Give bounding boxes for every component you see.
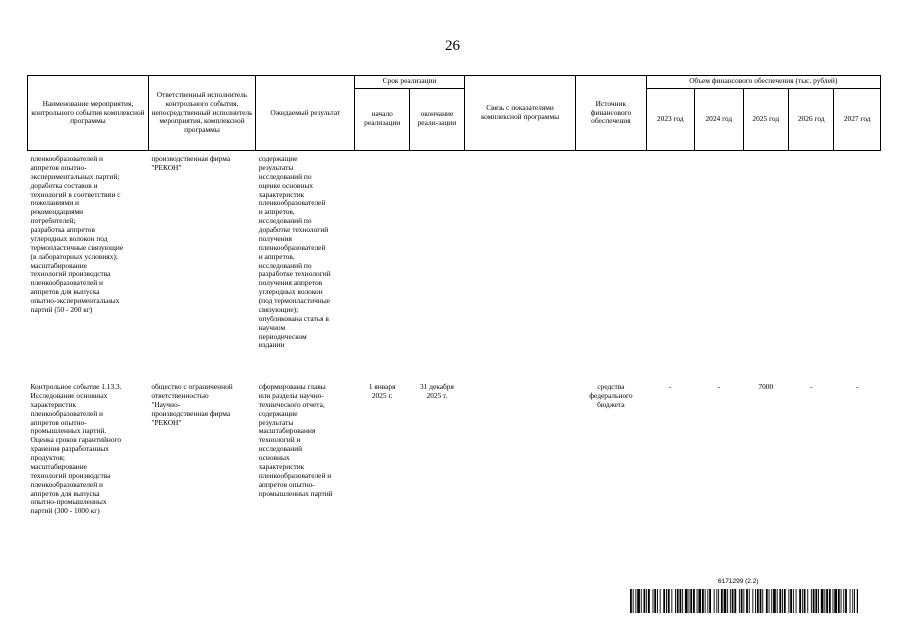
- row-2024: [695, 155, 744, 383]
- barcode-bar: [796, 589, 797, 613]
- barcode-bar: [644, 589, 646, 613]
- barcode-bar: [854, 589, 855, 613]
- header-responsible: Ответственный исполнитель контрольного события, непосредственный исполнитель мероприятия, комплексной программы: [148, 76, 255, 151]
- barcode-bar: [811, 589, 812, 613]
- row-2025: 7000: [758, 382, 774, 391]
- program-table: [27, 75, 881, 516]
- barcode-bar: [721, 589, 723, 613]
- header-year-2026: 2026 год: [789, 88, 834, 151]
- barcode-bar: [718, 589, 719, 613]
- barcode-bar: [648, 589, 650, 613]
- row-name: Контрольное событие 1.13.3. Исследование основных характеристик пленкообразователей и аппретов опытно- промышленных партий. Оценка сроков гарантийного хранения разработанных продуктов; масштабирование технологий производства пленкообразователей и аппретов для выпуска опытно-промышленных партий (300 - 1000 кг): [30, 382, 122, 516]
- header-year-2023: 2023 год: [646, 88, 695, 151]
- barcode-bar: [766, 589, 768, 613]
- row-start: [355, 155, 410, 383]
- row-2025: [743, 155, 788, 383]
- barcode-bar: [630, 589, 632, 613]
- row-source: средства федерального бюджета: [589, 382, 633, 409]
- barcode-bar: [815, 589, 817, 613]
- barcode-bar: [804, 589, 806, 613]
- row-2024: -: [717, 382, 721, 391]
- barcode-bar: [697, 589, 698, 613]
- barcode-bar: [773, 589, 776, 613]
- barcode-bar: [807, 589, 808, 613]
- header-term-group: Срок реализации: [355, 76, 464, 89]
- header-year-2027: 2027 год: [834, 88, 881, 151]
- barcode-bar: [680, 589, 682, 613]
- barcode-bar: [732, 589, 734, 613]
- row-responsible: производственная фирма "РЕКОН": [151, 154, 231, 172]
- barcode-image: [630, 589, 858, 613]
- barcode-bar: [771, 589, 772, 613]
- header-year-2025: 2025 год: [743, 88, 788, 151]
- header-end: окончание реали-зации: [410, 88, 465, 151]
- barcode-bar: [646, 589, 647, 613]
- barcode-bar: [668, 589, 670, 613]
- barcode-bar: [757, 589, 759, 613]
- row-link: [464, 155, 576, 383]
- row-2027: -: [855, 382, 859, 391]
- row-2026: -: [809, 382, 813, 391]
- barcode-bar: [749, 589, 750, 613]
- barcode-bar: [841, 589, 842, 613]
- barcode-bar: [730, 589, 731, 613]
- barcode-bar: [760, 589, 762, 613]
- barcode-bar: [689, 589, 690, 613]
- barcode-bar: [769, 589, 770, 613]
- barcode-bar: [788, 589, 789, 613]
- barcode-bar: [724, 589, 727, 613]
- row-2027: [834, 155, 881, 383]
- barcode-bar: [826, 589, 828, 613]
- barcode-bar: [654, 589, 656, 613]
- barcode-bar: [633, 589, 634, 613]
- barcode-bar: [714, 589, 715, 613]
- barcode-bar: [834, 589, 837, 613]
- barcode-bar: [671, 589, 672, 613]
- page-number: 26: [445, 38, 460, 54]
- barcode-bar: [843, 589, 844, 613]
- barcode-bar: [685, 589, 688, 613]
- barcode-bar: [752, 589, 753, 613]
- barcode-bar: [799, 589, 801, 613]
- barcode-bar: [693, 589, 695, 613]
- barcode-bar: [746, 589, 748, 613]
- barcode-bar: [660, 589, 661, 613]
- row-source: [576, 155, 646, 383]
- barcode-bar: [857, 589, 858, 613]
- barcode-bar: [790, 589, 792, 613]
- barcode-bar: [734, 589, 736, 613]
- barcode-bar: [845, 589, 847, 613]
- barcode-bar: [813, 589, 815, 613]
- barcode-bar: [824, 589, 825, 613]
- barcode-bar: [793, 589, 794, 613]
- barcode-bar: [702, 589, 704, 613]
- row-responsible: общество с ограниченной ответственностью "Научно- производственная фирма "РЕКОН": [151, 382, 233, 427]
- barcode-bar: [739, 589, 740, 613]
- barcode-bar: [743, 589, 744, 613]
- barcode-bar: [779, 589, 781, 613]
- header-link: Связь с показателями комплексной программы: [464, 76, 576, 151]
- table-row: [28, 383, 881, 516]
- barcode-bar: [641, 589, 642, 613]
- barcode-bar: [821, 589, 824, 613]
- barcode-bar: [716, 589, 717, 613]
- table-row: [28, 155, 881, 383]
- header-result: Ожидаемый результат: [256, 76, 355, 151]
- row-name: пленкообразователей и аппретов опытно- экспериментальных партий; доработка составов и технологий в соответствии с пожеланиями и рекомендациями потребителей; разработка аппретов углеродных волокон под термопластичные связующие (в лабораторных условиях); масштабирование технологий производства пленкообразователей и аппретов для выпуска опытно-экспериментальных партий (50 - 200 кг): [30, 154, 124, 314]
- barcode-bar: [802, 589, 803, 613]
- barcode-bar: [709, 589, 711, 613]
- header-year-2024: 2024 год: [695, 88, 744, 151]
- barcode-bar: [690, 589, 692, 613]
- barcode-bar: [635, 589, 636, 613]
- header-start: начало реализации: [355, 88, 410, 151]
- row-result: сформированы главы или разделы научно- технического отчета, содержащие результаты масштабирования технологий и исследований основных характеристик пленкообразователей и аппретов опытно- промышленных партий: [258, 382, 333, 498]
- barcode-bar: [852, 589, 853, 613]
- table-header: [28, 76, 881, 151]
- row-2023: [646, 155, 695, 383]
- barcode-bar: [833, 589, 834, 613]
- barcode-bar: [663, 589, 665, 613]
- barcode-bar: [762, 589, 763, 613]
- barcode-bar: [637, 589, 640, 613]
- row-2026: [789, 155, 834, 383]
- row-result: содержащие результаты исследований по оценке основных характеристик пленкообразователей и аппретов, исследований по доработке технологий получения пленкообразователей и аппретов, исследований по разработке технологий получения аппретов углеродных волокон (под термопластичные связующие); опубликована статья в научном периодическом издании: [258, 154, 331, 350]
- barcode-bar: [698, 589, 701, 613]
- barcode-bar: [682, 589, 683, 613]
- barcode-label: 6171299 (2.2): [718, 578, 759, 585]
- barcode-bar: [653, 589, 654, 613]
- header-source: Источник финансового обеспечения: [576, 76, 646, 151]
- row-start: 1 января 2025 г.: [368, 382, 396, 400]
- barcode-bar: [705, 589, 706, 613]
- barcode-bar: [741, 589, 743, 613]
- row-end: 31 декабря 2025 г.: [419, 382, 454, 400]
- barcode-bar: [677, 589, 679, 613]
- barcode-bar: [829, 589, 831, 613]
- row-end: [410, 155, 465, 383]
- barcode-bar: [707, 589, 708, 613]
- header-name: Наименование мероприятия, контрольного события комплексной программы: [28, 76, 149, 151]
- barcode-bar: [657, 589, 658, 613]
- row-2023: -: [669, 382, 672, 391]
- barcode-bar: [777, 589, 778, 613]
- barcode-bar: [666, 589, 667, 613]
- barcode-bar: [782, 589, 783, 613]
- barcode-bar: [784, 589, 786, 613]
- barcode-bar: [755, 589, 756, 613]
- barcode-bar: [850, 589, 851, 613]
- barcode-bar: [675, 589, 676, 613]
- barcode-bar: [838, 589, 840, 613]
- barcode-bar: [818, 589, 819, 613]
- row-link: [464, 383, 576, 516]
- header-finance-group: Объем финансового обеспечения (тыс. рублей): [646, 76, 880, 89]
- barcode-bar: [727, 589, 728, 613]
